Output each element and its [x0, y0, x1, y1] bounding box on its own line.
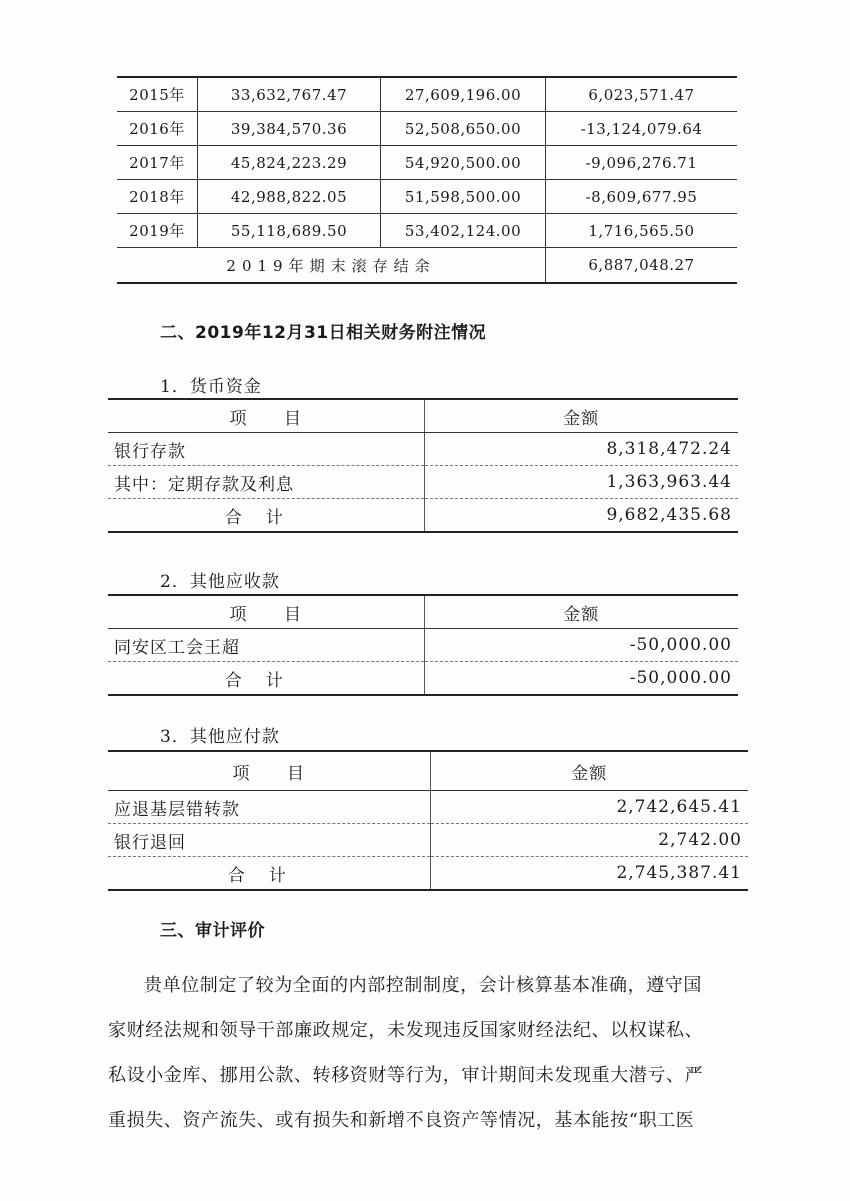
paragraph-line: 私设小金库、挪用公款、转移资财等行为，审计期间未发现重大潜亏、严 [108, 1065, 704, 1086]
total-row [108, 662, 738, 696]
amount-cell: 52,508,650.00 [381, 112, 546, 146]
note-1-title: 1．货币资金 [160, 377, 262, 397]
total-label: 合计 [108, 499, 424, 533]
table-header-row [108, 751, 748, 791]
table-row [108, 791, 748, 824]
amount-cell: 53,402,124.00 [381, 214, 546, 248]
section-3-heading: 三、审计评价 [160, 921, 265, 941]
note-1-table [108, 398, 738, 533]
paragraph-line: 贵单位制定了较为全面的内部控制制度，会计核算基本准确，遵守国 [144, 975, 702, 996]
amount-cell: 27,609,196.00 [381, 77, 546, 112]
amount-cell: 33,632,767.47 [198, 77, 381, 112]
row-item: 应退基层错转款 [108, 791, 430, 824]
amount-cell: 55,118,689.50 [198, 214, 381, 248]
total-label: 合计 [108, 662, 424, 696]
row-item: 其中：定期存款及利息 [108, 466, 424, 499]
note-3-title: 3．其他应付款 [160, 727, 280, 747]
amount-cell: 54,920,500.00 [381, 146, 546, 180]
table-row [108, 433, 738, 466]
table-row [117, 146, 737, 180]
note-2-title: 2．其他应收款 [160, 572, 280, 592]
table-row [117, 214, 737, 248]
total-label: 2019年期末滚存结余 [117, 248, 546, 284]
amount-cell: 45,824,223.29 [198, 146, 381, 180]
year-cell: 2018年 [117, 180, 198, 214]
header-amount: 金额 [430, 751, 748, 791]
note-2-table [108, 594, 738, 696]
total-amount: -50,000.00 [424, 662, 738, 696]
year-cell: 2019年 [117, 214, 198, 248]
total-amount: 9,682,435.68 [424, 499, 738, 533]
table-row [108, 466, 738, 499]
audit-evaluation-paragraph [108, 963, 768, 1143]
paragraph-line: 家财经法规和领导干部廉政规定，未发现违反国家财经法纪、以权谋私、 [108, 1020, 704, 1041]
year-cell: 2015年 [117, 77, 198, 112]
note-3-table [108, 750, 748, 891]
row-item: 银行存款 [108, 433, 424, 466]
row-amount: 1,363,963.44 [424, 466, 738, 499]
table-header-row [108, 399, 738, 433]
header-amount: 金额 [424, 399, 738, 433]
header-item: 项 目 [108, 399, 424, 433]
table-row [117, 180, 737, 214]
table-header-row [108, 595, 738, 629]
year-cell: 2017年 [117, 146, 198, 180]
row-item: 银行退回 [108, 824, 430, 857]
total-label: 合计 [108, 857, 430, 891]
balance-cell: 6,023,571.47 [546, 77, 738, 112]
row-amount: 2,742,645.41 [430, 791, 748, 824]
table-row [117, 112, 737, 146]
balance-cell: 1,716,565.50 [546, 214, 738, 248]
amount-cell: 51,598,500.00 [381, 180, 546, 214]
table-row [108, 629, 738, 662]
header-item: 项 目 [108, 751, 430, 791]
amount-cell: 39,384,570.36 [198, 112, 381, 146]
row-amount: 2,742.00 [430, 824, 748, 857]
paragraph-line: 重损失、资产流失、或有损失和新增不良资产等情况，基本能按“职工医 [108, 1110, 695, 1131]
amount-cell: 42,988,822.05 [198, 180, 381, 214]
row-amount: 8,318,472.24 [424, 433, 738, 466]
year-cell: 2016年 [117, 112, 198, 146]
balance-cell: -9,096,276.71 [546, 146, 738, 180]
row-amount: -50,000.00 [424, 629, 738, 662]
row-item: 同安区工会王超 [108, 629, 424, 662]
total-amount: 2,745,387.41 [430, 857, 748, 891]
total-row [108, 499, 738, 533]
balance-cell: -13,124,079.64 [546, 112, 738, 146]
total-row [117, 248, 737, 284]
total-value: 6,887,048.27 [546, 248, 738, 284]
yearly-balance-table [117, 76, 737, 284]
table-row [117, 77, 737, 112]
section-2-heading: 二、2019年12月31日相关财务附注情况 [160, 323, 487, 343]
header-item: 项 目 [108, 595, 424, 629]
total-row [108, 857, 748, 891]
table-row [108, 824, 748, 857]
header-amount: 金额 [424, 595, 738, 629]
balance-cell: -8,609,677.95 [546, 180, 738, 214]
